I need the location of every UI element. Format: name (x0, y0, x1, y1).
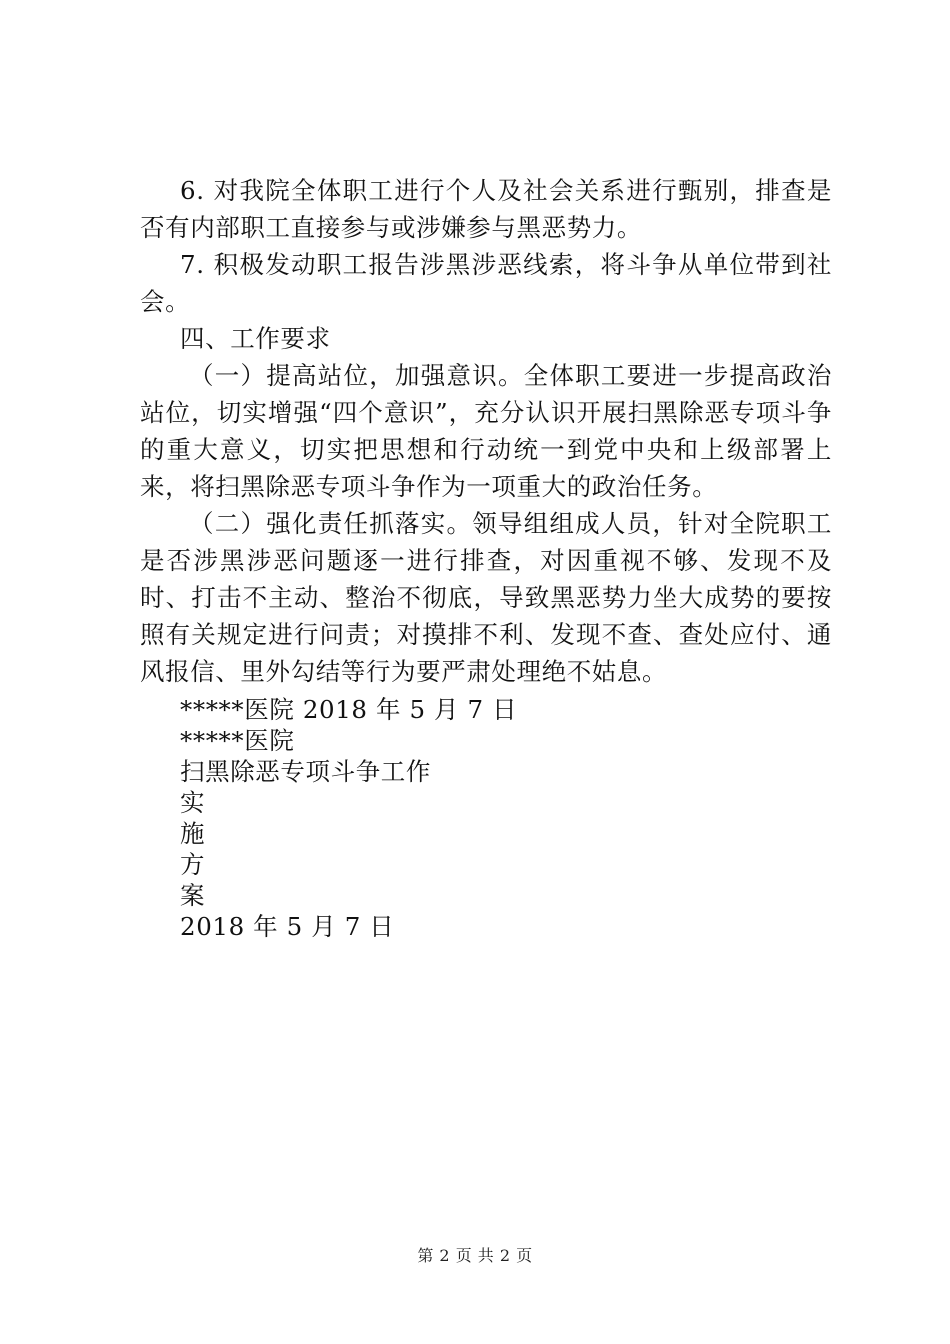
document-body (140, 172, 832, 942)
signature-title: 扫黑除恶专项斗争工作 (180, 757, 431, 786)
signature-date: 2018 年 5 月 7 日 (180, 912, 395, 941)
page-number-footer: 第 2 页 共 2 页 (417, 1246, 533, 1265)
signature-vertical-char: 施 (180, 819, 206, 848)
signature-hospital: *****医院 (180, 726, 295, 755)
section-heading: 四、工作要求 (180, 324, 331, 353)
requirement-paragraph-1: （一）提高站位，加强意识。全体职工要进一步提高政治站位，切实增强“四个意识”，充分认识开展扫黑除恶专项斗争的重大意义，切实把思想和行动统一到党中央和上级部署上来，将扫黑除恶专项斗争作为一项重大的政治任务。 (140, 361, 832, 501)
paragraph-item-7: 7. 积极发动职工报告涉黑涉恶线索，将斗争从单位带到社会。 (140, 250, 832, 316)
paragraph-item-6: 6. 对我院全体职工进行个人及社会关系进行甄别，排查是否有内部职工直接参与或涉嫌参与黑恶势力。 (140, 176, 832, 242)
requirement-paragraph-2: （二）强化责任抓落实。领导组组成人员，针对全院职工是否涉黑涉恶问题逐一进行排查，对因重视不够、发现不及时、打击不主动、整治不彻底，导致黑恶势力坐大成势的要按照有关规定进行问责；对摸排不利、发现不查、查处应付、通风报信、里外勾结等行为要严肃处理绝不姑息。 (140, 509, 832, 686)
signature-vertical-char: 案 (180, 881, 206, 910)
signature-vertical-char: 方 (180, 850, 206, 879)
signature-hospital-date: *****医院 2018 年 5 月 7 日 (180, 695, 518, 724)
signature-vertical-char: 实 (180, 788, 206, 817)
signature-block (140, 694, 832, 942)
